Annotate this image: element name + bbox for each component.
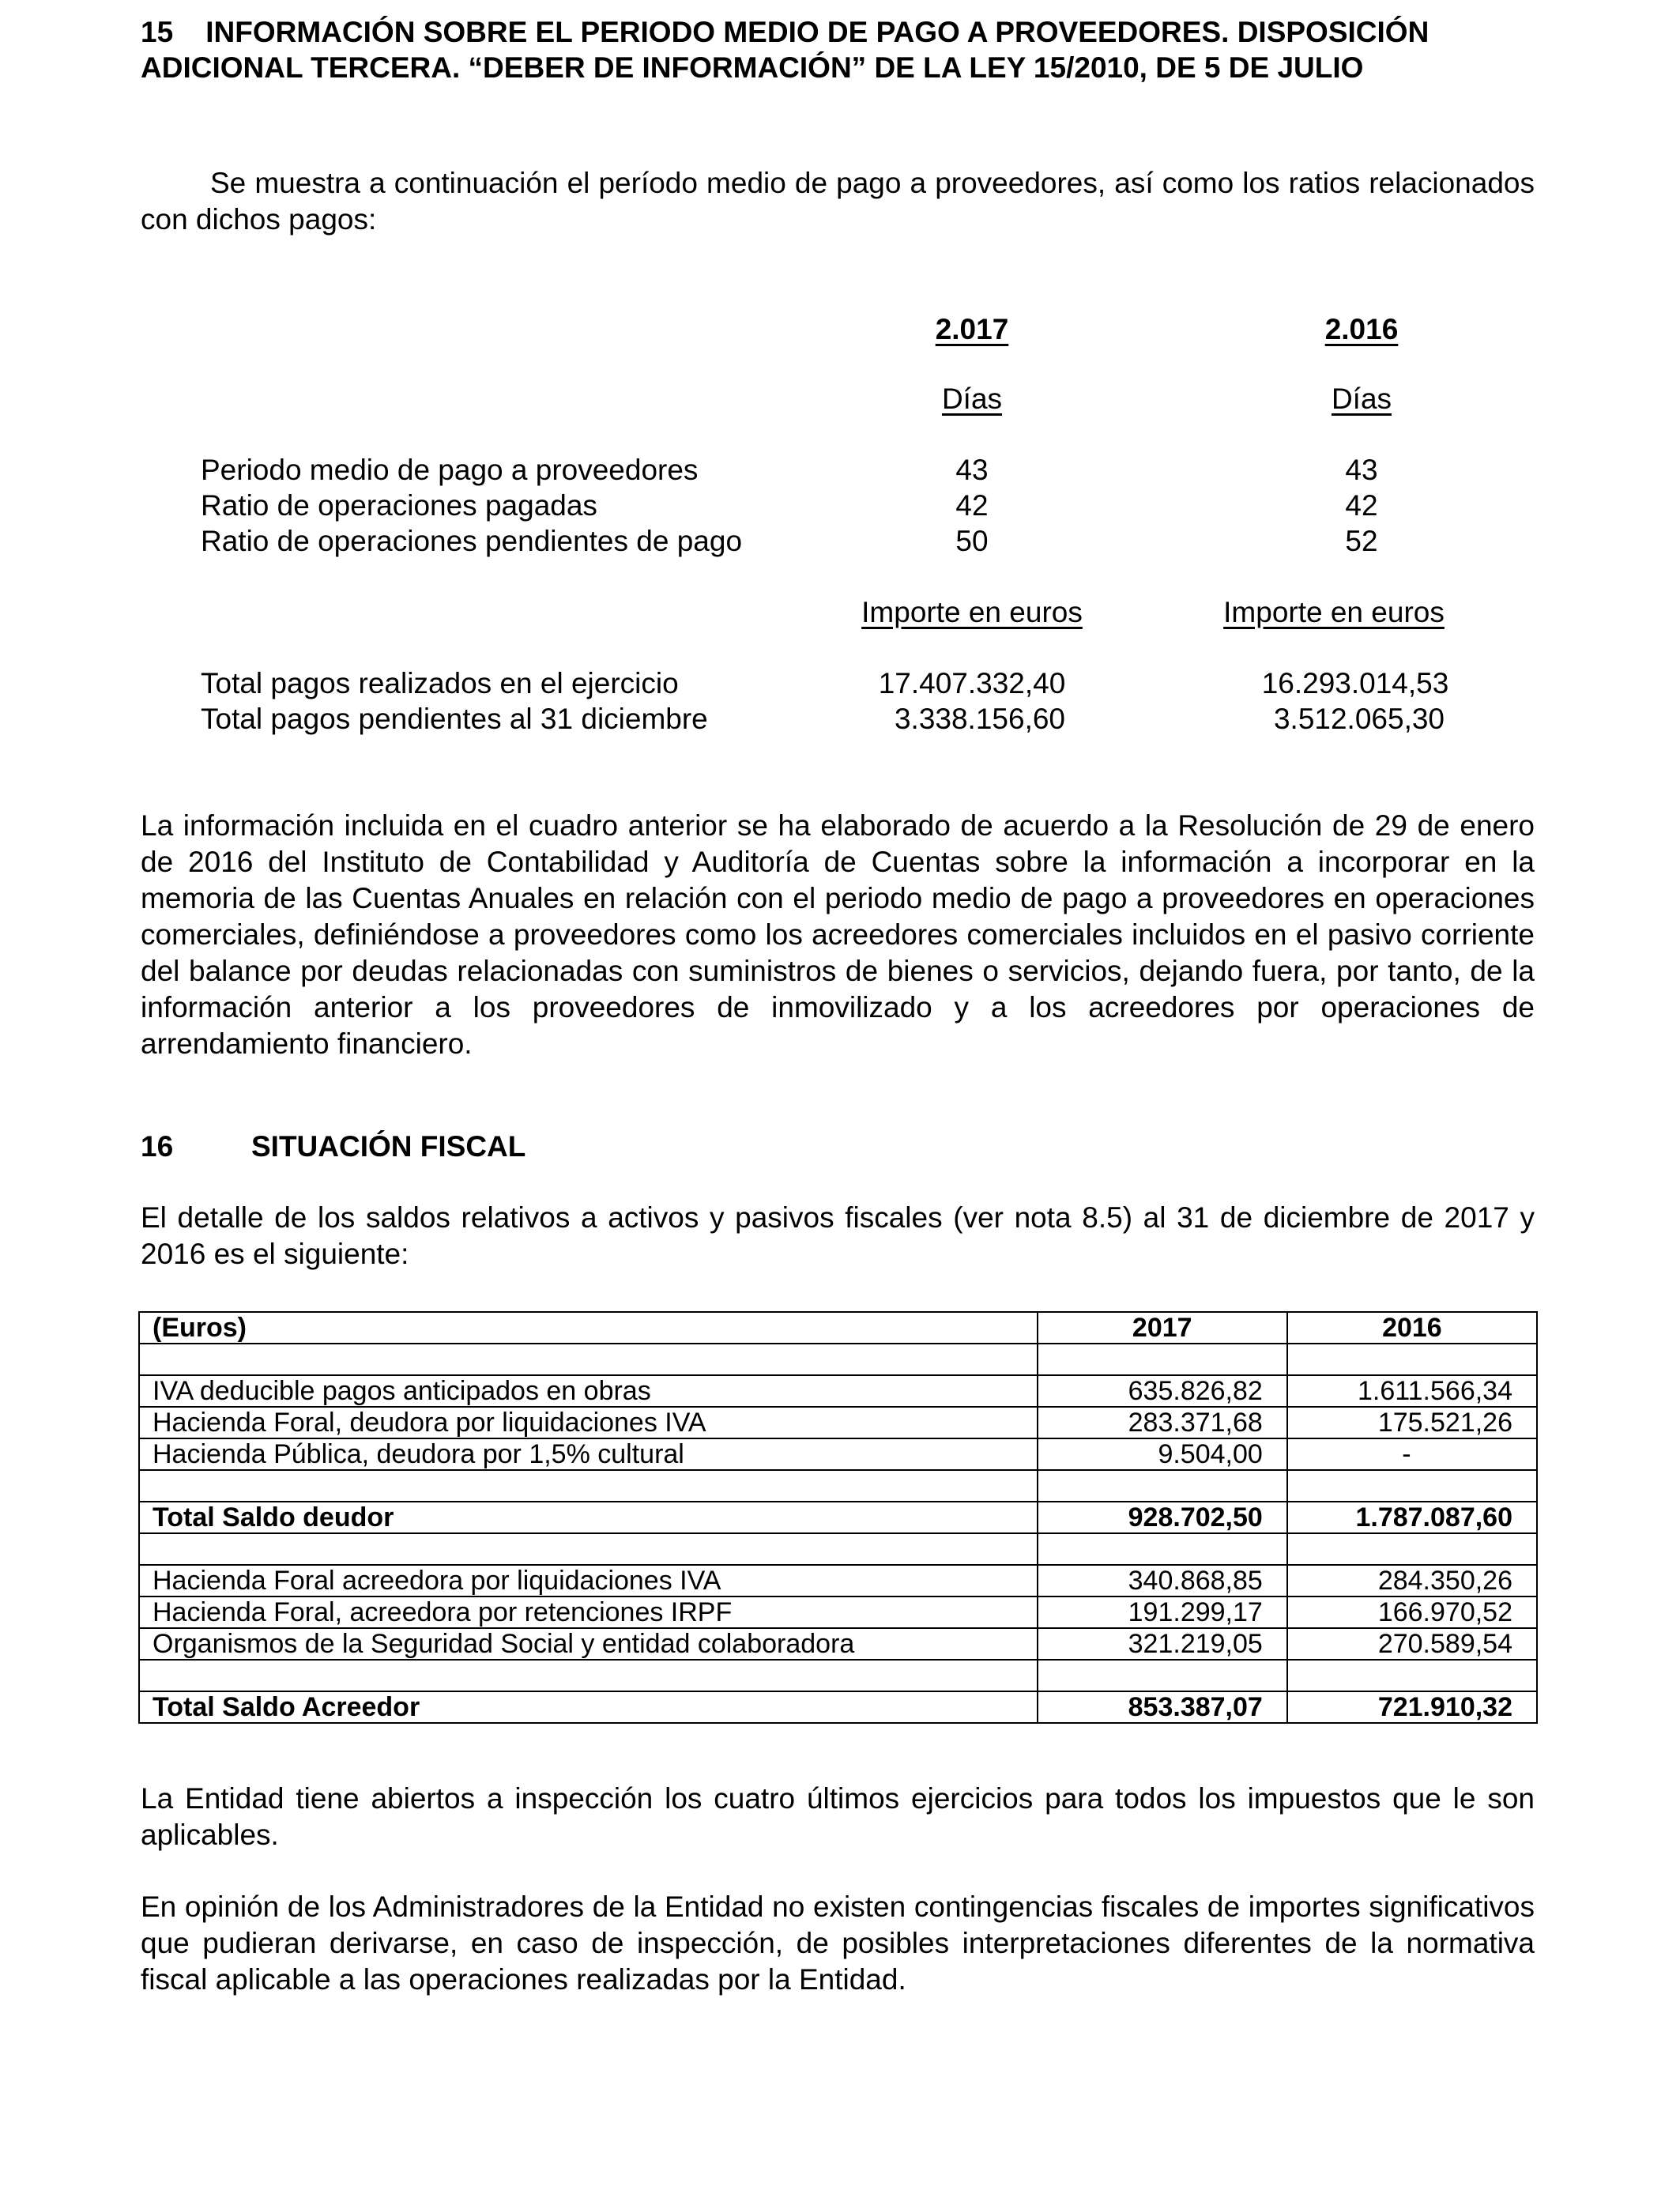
days-label-2017: Días <box>941 383 1003 415</box>
table-cell: 283.371,68 <box>1038 1407 1287 1438</box>
table-cell: Hacienda Pública, deudora por 1,5% cultural <box>139 1438 1038 1470</box>
table-row <box>139 1407 1537 1438</box>
days-label-2016: Días <box>1331 383 1392 415</box>
days-row-value-2016: 43 <box>1345 454 1378 486</box>
table-row <box>139 1344 1537 1375</box>
days-row-label: Ratio de operaciones pendientes de pago <box>201 525 743 557</box>
table-cell: 9.504,00 <box>1038 1438 1287 1470</box>
table-cell: 853.387,07 <box>1038 1691 1287 1723</box>
table-header-cell: 2017 <box>1038 1312 1287 1344</box>
table-cell: 166.970,52 <box>1287 1596 1537 1628</box>
table-total-row <box>139 1502 1537 1533</box>
amount-row-label: Total pagos realizados en el ejercicio <box>201 667 679 699</box>
table-cell: 1.611.566,34 <box>1287 1375 1537 1407</box>
days-row-label: Ratio de operaciones pagadas <box>201 489 597 522</box>
section-16-paragraph-1: La Entidad tiene abiertos a inspección los cuatro últimos ejercicios para todos los impuestos que le son aplicables. <box>141 1782 1535 1851</box>
year-header-2016: 2.016 <box>1324 313 1399 345</box>
table-cell: IVA deducible pagos anticipados en obras <box>139 1375 1038 1407</box>
table-cell <box>1038 1470 1287 1502</box>
amount-label-2017: Importe en euros <box>861 596 1083 628</box>
table-header-cell: (Euros) <box>139 1312 1038 1344</box>
table-row <box>139 1375 1537 1407</box>
year-header-2017: 2.017 <box>935 313 1009 345</box>
table-cell: Hacienda Foral, deudora por liquidaciones IVA <box>139 1407 1038 1438</box>
table-cell <box>1287 1660 1537 1691</box>
table-cell: 340.868,85 <box>1038 1565 1287 1596</box>
table-cell <box>139 1344 1038 1375</box>
section-16-paragraph-2: En opinión de los Administradores de la Entidad no existen contingencias fiscales de importes significativos que pudieran derivarse, en caso de inspección, de posibles interpretaciones diferentes de la normativa fiscal aplicable a las operaciones realizadas por la Entidad. <box>141 1891 1535 1996</box>
table-cell: Hacienda Foral acreedora por liquidaciones IVA <box>139 1565 1038 1596</box>
table-cell: Total Saldo Acreedor <box>139 1691 1038 1723</box>
days-row-value-2016: 52 <box>1345 525 1378 557</box>
table-cell: - <box>1287 1438 1537 1470</box>
table-cell: Total Saldo deudor <box>139 1502 1038 1533</box>
table-cell: 270.589,54 <box>1287 1628 1537 1660</box>
table-row <box>139 1596 1537 1628</box>
section-15-title-line2: ADICIONAL TERCERA. “DEBER DE INFORMACIÓN” DE LA LEY 15/2010, DE 5 DE JULIO <box>141 51 1364 84</box>
amount-row-value-2017: 3.338.156,60 <box>894 703 1066 735</box>
amount-row-value-2017: 17.407.332,40 <box>878 667 1066 699</box>
table-row <box>139 1660 1537 1691</box>
section-16-intro: El detalle de los saldos relativos a activos y pasivos fiscales (ver nota 8.5) al 31 de diciembre de 2017 y 2016 es el siguiente: <box>141 1201 1535 1270</box>
section-15-note: La información incluida en el cuadro anterior se ha elaborado de acuerdo a la Resolución de 29 de enero de 2016 del Instituto de Contabilidad y Auditoría de Cuentas sobre la información a incorporar en la memoria de las Cuentas Anuales en relación con el periodo medio de pago a proveedores en operaciones comerciales, definiéndose a proveedores como los acreedores comerciales incluidos en el pasivo corriente del balance por deudas relacionadas con suministros de bienes o servicios, dejando fuera, por tanto, de la información anterior a los proveedores de inmovilizado y a los acreedores por operaciones de arrendamiento financiero. <box>141 809 1535 1060</box>
table-cell <box>139 1470 1038 1502</box>
table-cell <box>139 1533 1038 1565</box>
table-total-row <box>139 1691 1537 1723</box>
amount-row-value-2016: 16.293.014,53 <box>1261 667 1449 699</box>
section-16-title: SITUACIÓN FISCAL <box>251 1130 526 1163</box>
table-row <box>139 1470 1537 1502</box>
days-row-value-2017: 42 <box>955 489 989 522</box>
table-cell: 175.521,26 <box>1287 1407 1537 1438</box>
days-row-value-2016: 42 <box>1345 489 1378 522</box>
fiscal-balances-table <box>138 1311 1538 1724</box>
table-header-cell: 2016 <box>1287 1312 1537 1344</box>
section-15-intro: Se muestra a continuación el período medio de pago a proveedores, así como los ratios relacionados con dichos pagos: <box>141 167 1535 236</box>
table-row <box>139 1565 1537 1596</box>
section-15-title-line1: 15 INFORMACIÓN SOBRE EL PERIODO MEDIO DE PAGO A PROVEEDORES. DISPOSICIÓN <box>141 16 1430 48</box>
section-16-number: 16 <box>141 1130 174 1163</box>
amount-label-2016: Importe en euros <box>1223 596 1445 628</box>
table-cell <box>1038 1660 1287 1691</box>
table-row <box>139 1438 1537 1470</box>
table-cell: 321.219,05 <box>1038 1628 1287 1660</box>
table-cell: Organismos de la Seguridad Social y entidad colaboradora <box>139 1628 1038 1660</box>
table-cell <box>1038 1344 1287 1375</box>
amount-row-value-2016: 3.512.065,30 <box>1273 703 1445 735</box>
section-15-title <box>141 14 1535 85</box>
table-cell: 635.826,82 <box>1038 1375 1287 1407</box>
table-cell: 721.910,32 <box>1287 1691 1537 1723</box>
table-header-row <box>139 1312 1537 1344</box>
amount-row-label: Total pagos pendientes al 31 diciembre <box>201 703 708 735</box>
table-cell: 928.702,50 <box>1038 1502 1287 1533</box>
days-row-value-2017: 43 <box>955 454 989 486</box>
table-cell <box>139 1660 1038 1691</box>
table-cell <box>1287 1533 1537 1565</box>
table-cell: 1.787.087,60 <box>1287 1502 1537 1533</box>
table-row <box>139 1533 1537 1565</box>
table-cell <box>1038 1533 1287 1565</box>
table-row <box>139 1628 1537 1660</box>
table-cell <box>1287 1344 1537 1375</box>
table-cell <box>1287 1470 1537 1502</box>
table-cell: 191.299,17 <box>1038 1596 1287 1628</box>
table-cell: Hacienda Foral, acreedora por retenciones IRPF <box>139 1596 1038 1628</box>
days-row-value-2017: 50 <box>955 525 989 557</box>
table-cell: 284.350,26 <box>1287 1565 1537 1596</box>
days-row-label: Periodo medio de pago a proveedores <box>201 454 699 486</box>
